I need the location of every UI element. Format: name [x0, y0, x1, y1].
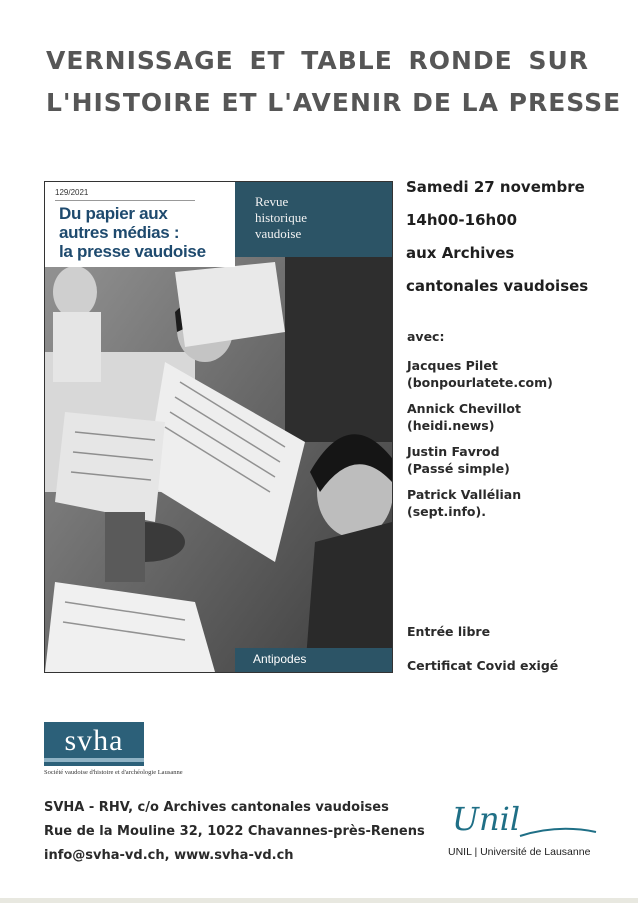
speaker-name: Annick Chevillot	[407, 401, 521, 416]
unil-caption: UNIL | Université de Lausanne	[448, 846, 591, 858]
address-block	[44, 796, 425, 868]
unil-swoosh-icon	[518, 826, 598, 840]
event-time: 14h00-16h00	[406, 211, 518, 229]
title-line-1: VERNISSAGE ET TABLE RONDE SUR	[46, 46, 590, 75]
speaker-org: (bonpourlatete.com)	[407, 375, 553, 390]
event-details	[406, 176, 588, 308]
cover-volume: 129/2021	[55, 188, 89, 197]
unil-logo	[448, 800, 608, 864]
speaker-name: Justin Favrod	[407, 444, 500, 459]
cover-revue-name	[255, 194, 375, 242]
event-place-line-2: cantonales vaudoises	[406, 277, 589, 295]
speaker-org: (sept.info).	[407, 504, 486, 519]
svha-logo-text: svha	[64, 724, 124, 757]
speaker-name: Patrick Vallélian	[407, 487, 522, 502]
revue-line-2: historique	[255, 210, 307, 225]
event-date: Samedi 27 novembre	[406, 178, 585, 196]
event-place-line-1: aux Archives	[406, 244, 515, 262]
speaker-item	[407, 357, 553, 391]
cover-title-line-2: autres médias :	[59, 223, 180, 242]
covid-info: Certificat Covid exigé	[407, 658, 559, 673]
svha-logo-stripe	[44, 758, 144, 762]
entry-info: Entrée libre	[407, 624, 491, 639]
address-line-3: info@svha-vd.ch, www.svha-vd.ch	[44, 848, 294, 863]
speaker-item	[407, 486, 553, 520]
cover-title-line-1: Du papier aux	[59, 204, 168, 223]
speaker-item	[407, 400, 553, 434]
cover-divider	[55, 200, 195, 201]
poster-title	[46, 40, 622, 124]
title-line-2: L'HISTOIRE ET L'AVENIR DE LA PRESSE	[46, 88, 622, 117]
revue-line-3: vaudoise	[255, 226, 302, 241]
address-line-2: Rue de la Mouline 32, 1022 Chavannes-près-Renens	[44, 824, 425, 839]
cover-publisher: Antipodes	[253, 652, 307, 666]
book-cover	[44, 181, 393, 673]
speaker-list	[407, 329, 553, 529]
revue-line-1: Revue	[255, 194, 289, 209]
address-line-1: SVHA - RHV, c/o Archives cantonales vaudoises	[44, 800, 389, 815]
bottom-strip	[0, 898, 638, 903]
cover-title	[59, 204, 234, 261]
cover-title-line-3: la presse vaudoise	[59, 242, 206, 261]
speaker-item	[407, 443, 553, 477]
svha-logo	[44, 722, 144, 766]
unil-script-logo: Unil	[452, 800, 521, 838]
speaker-name: Jacques Pilet	[407, 358, 498, 373]
svha-subtitle: Société vaudoise d'histoire et d'archéologie Lausanne	[44, 769, 183, 776]
speakers-intro: avec:	[407, 329, 445, 344]
speaker-org: (heidi.news)	[407, 418, 495, 433]
speaker-org: (Passé simple)	[407, 461, 510, 476]
